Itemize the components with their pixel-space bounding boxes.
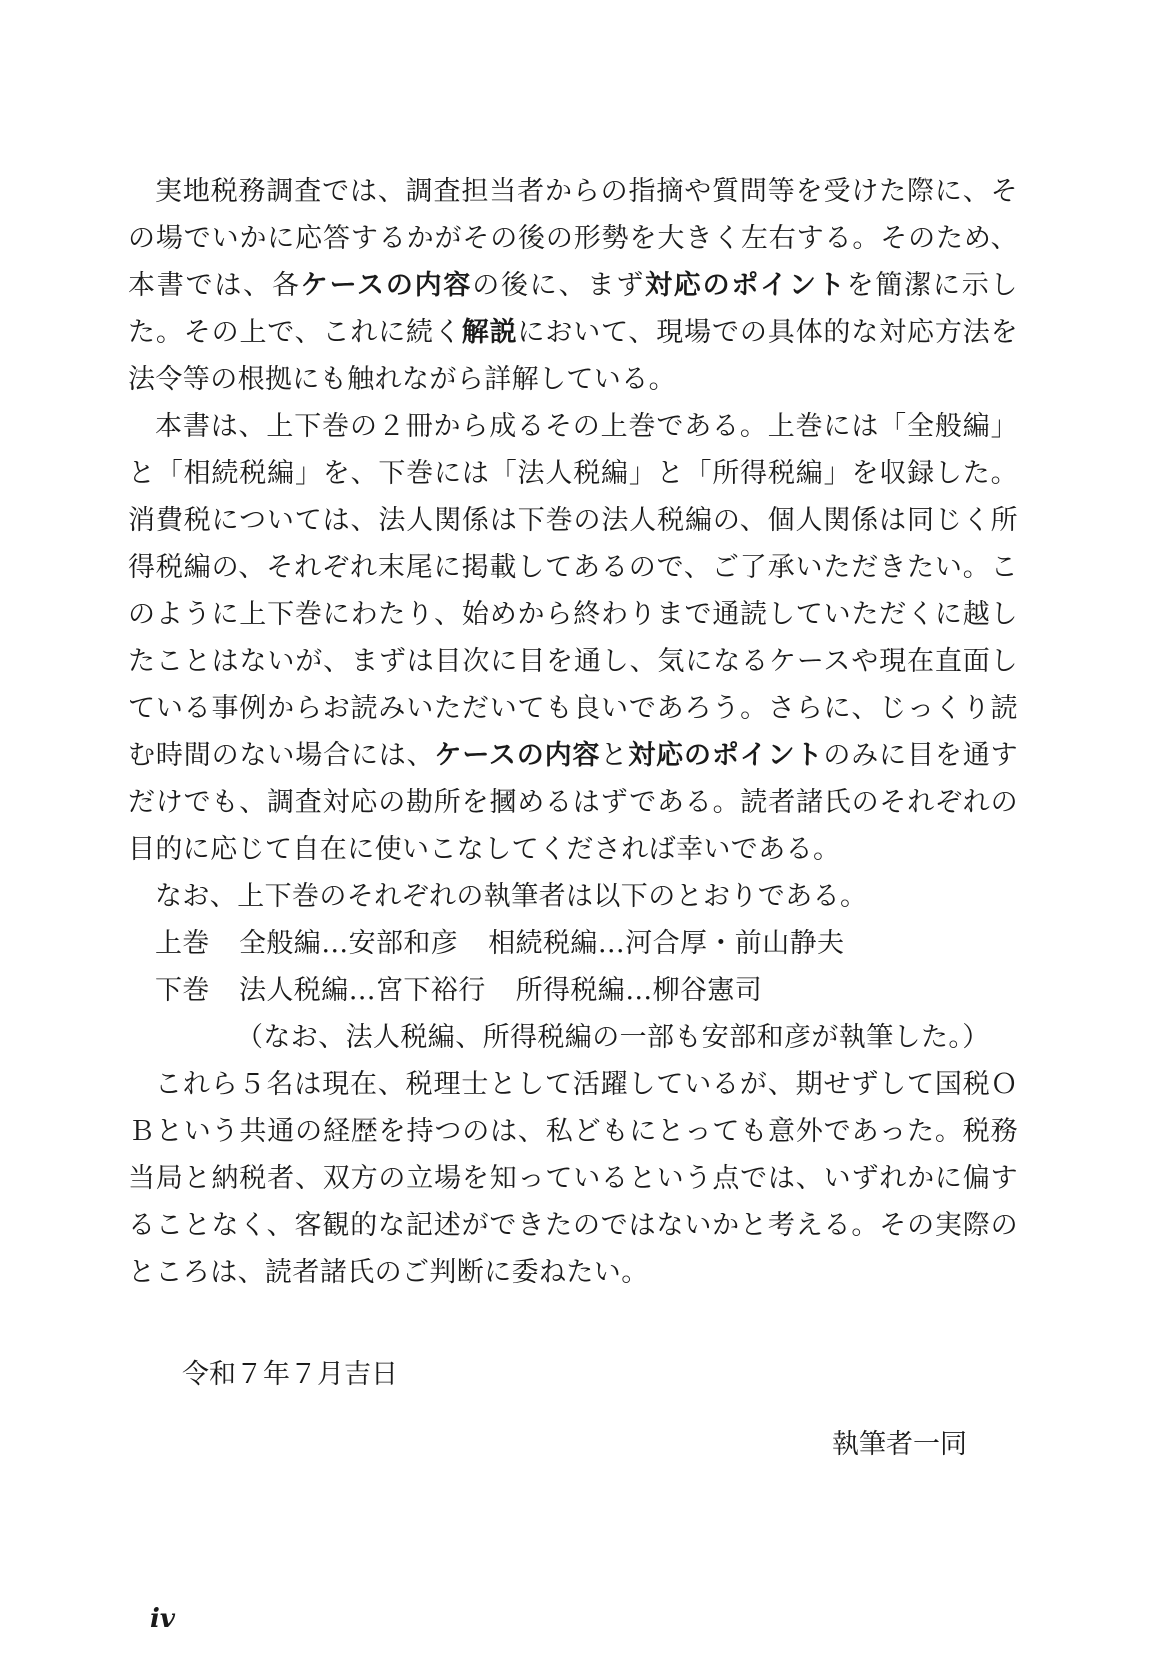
paragraph-structure [128, 403, 1018, 873]
text-run: の後に、まず [472, 270, 645, 301]
preface-body [128, 168, 1018, 1296]
author-entry: 法人税編…宮下裕行 [239, 975, 486, 1006]
paragraph-intro [128, 168, 1018, 403]
paragraph-authors-background: これら５名は現在、税理士として活躍しているが、期せずして国税ＯＢという共通の経歴を持つのは、私どもにとっても意外であった。税務当局と納税者、双方の立場を知っているという点では、いずれかに偏することなく、客観的な記述ができたのではないかと考える。その実際のところは、読者諸氏のご判断に委ねたい。 [128, 1069, 1018, 1288]
author-entry: 相続税編…河合厚・前山静夫 [488, 928, 845, 959]
authors-upper-volume [128, 920, 1018, 967]
volume-label: 上巻 [155, 928, 210, 959]
preface-date: 令和７年７月吉日 [182, 1359, 398, 1390]
text-run: と [600, 740, 629, 771]
author-entry: 所得税編…柳谷憲司 [515, 975, 763, 1006]
text-run: を簡潔に示した。その上で、これに続く [128, 270, 1018, 348]
text-run: 実地税務調査では、調査担当者からの指摘や質問等を受けた際に、その場でいかに応答するかがその後の形勢を大きく左右する。そのため、本書では、各 [128, 176, 1018, 301]
page-number: iv [150, 1604, 175, 1634]
preface-signature: 執筆者一同 [832, 1429, 967, 1460]
bold-term-commentary: 解説 [461, 317, 518, 348]
bold-term-case-content: ケースの内容 [300, 270, 473, 301]
text-run: のみに目を通すだけでも、調査対応の勘所を摑めるはずである。読者諸氏のそれぞれの目的に応じて自在に使いこなしてくだされば幸いである。 [128, 740, 1018, 865]
text-run: 本書は、上下巻の２冊から成るその上巻である。上巻には「全般編」と「相続税編」を、下巻には「法人税編」と「所得税編」を収録した。消費税については、法人関係は下巻の法人税編の、個人関係は同じく所得税編の、それぞれ末尾に掲載してあるので、ご了承いただきたい。このように上下巻にわたり、始めから終わりまで通読していただくに越したことはないが、まずは目次に目を通し、気になるケースや現在直面している事例からお読みいただいても良いであろう。さらに、じっくり読む時間のない場合には、 [128, 411, 1018, 771]
text-run: において、現場での具体的な対応方法を法令等の根拠にも触れながら詳解している。 [128, 317, 1018, 395]
authors-lower-volume [128, 967, 1018, 1014]
author-entry: 全般編…安部和彦 [239, 928, 459, 959]
paragraph-authors-intro: なお、上下巻のそれぞれの執筆者は以下のとおりである。 [155, 881, 868, 912]
bold-term-response-point: 対応のポイント [628, 740, 824, 771]
bold-term-case-content: ケースの内容 [434, 740, 601, 771]
authors-note: （なお、法人税編、所得税編の一部も安部和彦が執筆した。） [236, 1022, 990, 1053]
volume-label: 下巻 [155, 975, 210, 1006]
bold-term-response-point: 対応のポイント [645, 270, 847, 301]
